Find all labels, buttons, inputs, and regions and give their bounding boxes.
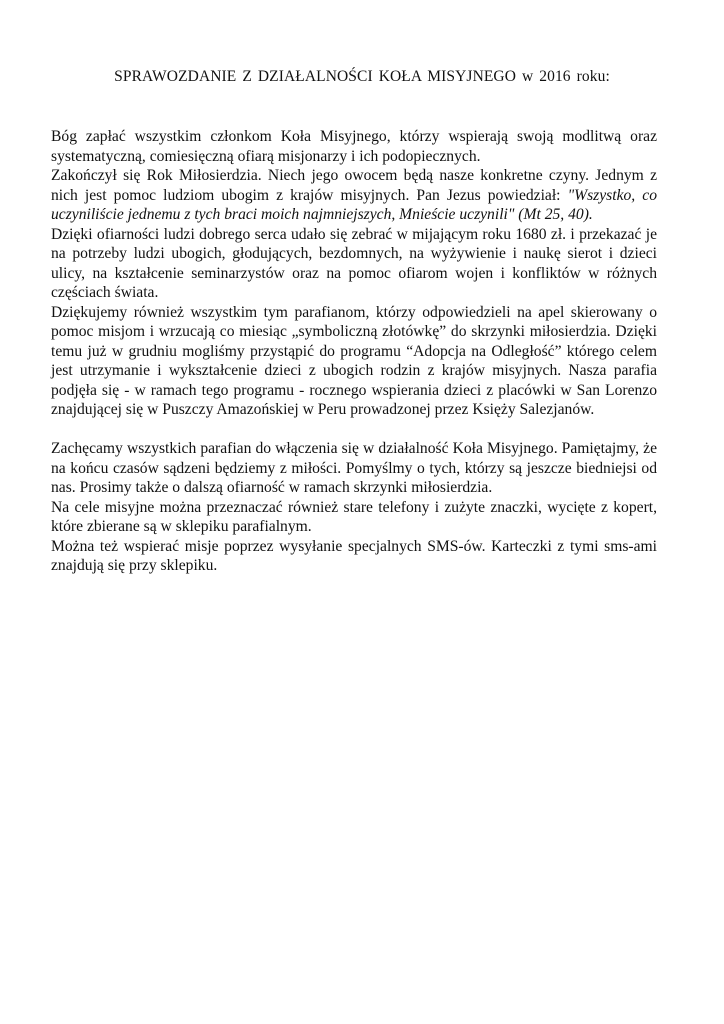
- paragraph-adoption-program: Dziękujemy również wszystkim tym parafianom, którzy odpowiedzieli na apel skierowany o pomoc misjom i wrzucają co miesiąc „symboliczną złotówkę” do skrzynki miłosierdzia. Dzięki temu już w grudniu mogliśmy przystąpić do programu “Adopcja na Odległość” którego celem jest utrzymanie i wykształcenie dzieci z ubogich rodzin z krajów misyjnych. Nasza parafia podjęła się - w ramach tego programu - rocznego wspierania dzieci z placówki w San Lorenzo znajdującej się w Puszczy Amazońskiej w Peru prowadzonej przez Księży Salezjanów.: [51, 303, 657, 418]
- paragraph-encouragement: Zachęcamy wszystkich parafian do włączenia się w działalność Koła Misyjnego. Pamiętajmy, że na końcu czasów sądzeni będziemy z miłości. Pomyślmy o tych, którzy są jeszcze biedniejsi od nas. Prosimy także o dalszą ofiarność w ramach skrzynki miłosierdzia.: [51, 440, 657, 496]
- paragraph-thanks: Bóg zapłać wszystkim członkom Koła Misyjnego, którzy wspierają swoją modlitwą oraz systematyczną, comiesięczną ofiarą misjonarzy i ich podopiecznych.: [51, 128, 657, 165]
- paragraph-phones-stamps: Na cele misyjne można przeznaczać również stare telefony i zużyte znaczki, wycięte z kopert, które zbierane są w sklepiku parafialnym.: [51, 498, 657, 535]
- paragraph-gap: [51, 420, 657, 440]
- document-title: SPRAWOZDANIE Z DZIAŁALNOŚCI KOŁA MISYJNEGO w 2016 roku:: [114, 68, 610, 85]
- document-body: [51, 127, 657, 576]
- paragraph-year-of-mercy: [51, 166, 657, 225]
- paragraph-year-of-mercy-text: Zakończył się Rok Miłosierdzia. Niech jego owocem będą nasze konkretne czyny. Jednym z nich jest pomoc ludziom ubogim z krajów misyjnych. Pan Jezus powiedział:: [51, 167, 657, 204]
- paragraph-donations: Dzięki ofiarności ludzi dobrego serca udało się zebrać w mijającym roku 1680 zł. i przekazać je na potrzeby ludzi ubogich, głodujących, bezdomnych, na wyżywienie i naukę sierot i dzieci ulicy, na kształcenie seminarzystów oraz na pomoc ofiarom wojen i konfliktów w różnych częściach świata.: [51, 225, 657, 301]
- bible-quote: "Wszystko, co uczyniliście jednemu z tych braci moich najmniejszych, Mnieście uczynili" (Mt 25, 40).: [51, 186, 657, 223]
- paragraph-sms: Można też wspierać misje poprzez wysyłanie specjalnych SMS-ów. Karteczki z tymi sms-ami znajdują się przy sklepiku.: [51, 537, 657, 574]
